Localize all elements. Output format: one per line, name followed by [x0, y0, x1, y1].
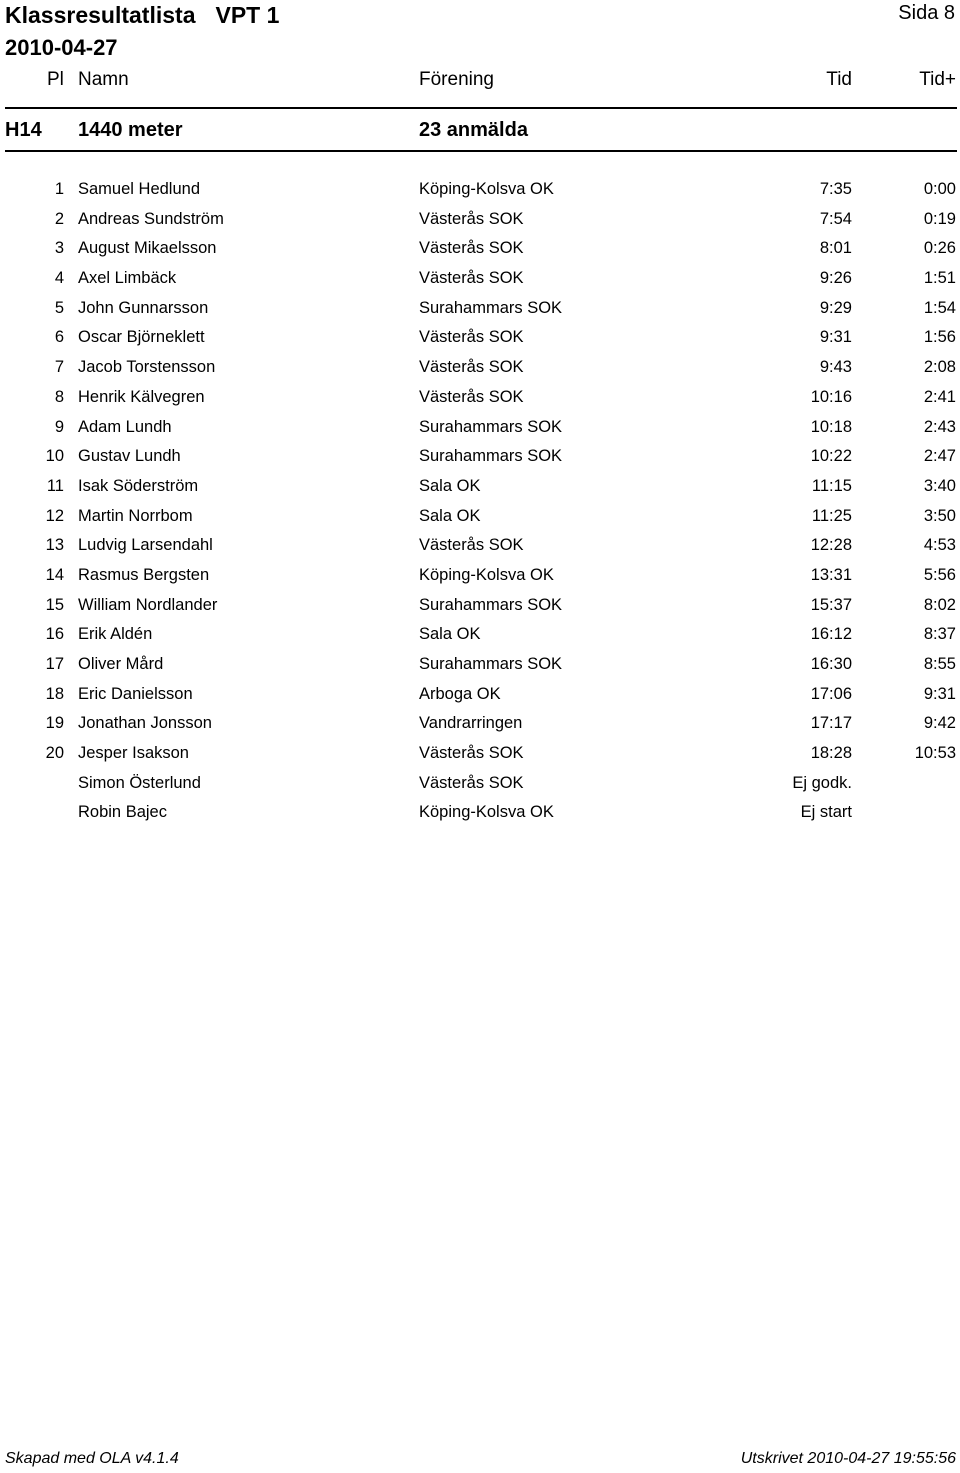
result-place: 5 [54, 298, 64, 317]
result-time: 10:22 [810, 447, 852, 466]
page-title [5, 0, 279, 30]
result-name: Jacob Torstensson [78, 358, 216, 377]
result-place: 10 [45, 447, 64, 466]
column-header-diff: Tid+ [919, 69, 956, 90]
result-club: Västerås SOK [419, 209, 524, 228]
result-place: 3 [54, 239, 64, 258]
result-club: Västerås SOK [419, 744, 524, 763]
result-club: Sala OK [419, 506, 481, 525]
result-place: 11 [46, 476, 64, 495]
result-name: Martin Norrbom [78, 506, 193, 525]
table-row [0, 651, 960, 681]
table-row [0, 592, 960, 622]
table-row [0, 414, 960, 444]
result-place: 9 [54, 417, 64, 436]
result-club: Västerås SOK [419, 328, 524, 347]
result-place: 4 [54, 269, 64, 288]
header-divider [5, 107, 957, 109]
result-club: Köping-Kolsva OK [419, 803, 554, 822]
result-name: Erik Aldén [78, 625, 153, 644]
result-name: Eric Danielsson [78, 684, 193, 703]
result-time: 17:06 [810, 684, 852, 703]
result-place: 16 [45, 625, 64, 644]
column-header-name: Namn [78, 69, 129, 90]
result-name: Ludvig Larsendahl [78, 536, 213, 555]
event-name: VPT 1 [215, 2, 280, 28]
result-time: 16:12 [810, 625, 852, 644]
result-club: Västerås SOK [419, 269, 524, 288]
result-club: Västerås SOK [419, 387, 524, 406]
table-row [0, 532, 960, 562]
result-time: Ej start [800, 803, 852, 822]
result-time-behind: 1:54 [923, 298, 956, 317]
result-time-behind: 2:47 [923, 447, 956, 466]
result-name: Henrik Kälvegren [78, 387, 205, 406]
table-row [0, 473, 960, 503]
result-time-behind: 8:37 [923, 625, 956, 644]
result-name: Isak Söderström [78, 476, 199, 495]
result-place: 6 [54, 328, 64, 347]
result-name: Jonathan Jonsson [78, 714, 212, 733]
result-club: Köping-Kolsva OK [419, 565, 554, 584]
table-row [0, 295, 960, 325]
result-time-behind: 4:53 [923, 536, 956, 555]
result-time: 10:18 [810, 417, 852, 436]
result-place: 17 [45, 655, 64, 673]
result-club: Västerås SOK [419, 773, 524, 792]
result-time: 17:17 [810, 714, 852, 733]
result-time: 7:54 [819, 209, 852, 228]
result-place: 19 [45, 714, 64, 733]
table-row [0, 770, 960, 800]
result-time: 9:31 [819, 328, 852, 347]
column-header-pl: Pl [47, 69, 64, 90]
result-place: 7 [54, 358, 64, 377]
result-club: Sala OK [419, 476, 481, 495]
result-name: Simon Österlund [78, 773, 201, 792]
result-time: 16:30 [810, 655, 852, 673]
result-time: 10:16 [810, 387, 852, 406]
table-row [0, 206, 960, 236]
result-club: Västerås SOK [419, 239, 524, 258]
result-time: Ej godk. [792, 773, 852, 792]
table-row [0, 710, 960, 740]
result-time: 11:25 [811, 506, 852, 525]
result-time-behind: 3:50 [923, 506, 956, 525]
class-distance: 1440 meter [78, 119, 183, 141]
result-time-behind: 9:42 [923, 714, 956, 733]
result-club: Surahammars SOK [419, 595, 563, 614]
result-time-behind: 5:56 [923, 565, 956, 584]
class-entries: 23 anmälda [419, 119, 528, 141]
result-time-behind: 1:51 [923, 269, 956, 288]
table-row [0, 176, 960, 206]
result-place: 18 [45, 684, 64, 703]
result-name: Jesper Isakson [78, 744, 189, 763]
result-club: Surahammars SOK [419, 417, 563, 436]
table-row [0, 503, 960, 533]
table-row [0, 235, 960, 265]
result-time: 12:28 [810, 536, 852, 555]
result-place: 14 [45, 565, 64, 584]
result-place: 13 [45, 536, 64, 555]
result-name: Rasmus Bergsten [78, 565, 210, 584]
table-row [0, 265, 960, 295]
result-time-behind: 0:26 [923, 239, 956, 258]
table-row [0, 799, 960, 829]
result-name: Gustav Lundh [78, 447, 181, 466]
result-name: Oscar Björneklett [78, 328, 205, 347]
result-time-behind: 0:19 [923, 209, 956, 228]
column-header-club: Förening [419, 69, 494, 90]
result-place: 8 [54, 387, 64, 406]
result-time: 7:35 [819, 180, 852, 198]
column-header-time: Tid [826, 69, 852, 90]
result-name: Adam Lundh [78, 417, 172, 436]
result-time-behind: 10:53 [914, 744, 956, 763]
result-club: Sala OK [419, 625, 481, 644]
result-name: Andreas Sundström [78, 209, 224, 228]
result-time-behind: 8:02 [923, 595, 956, 614]
result-name: August Mikaelsson [78, 239, 217, 258]
result-time: 18:28 [810, 744, 852, 763]
result-name: John Gunnarsson [78, 298, 209, 317]
result-club: Arboga OK [419, 684, 501, 703]
page-number: Sida 8 [898, 2, 955, 24]
table-row [0, 384, 960, 414]
result-time: 9:29 [819, 298, 852, 317]
list-title: Klassresultatlista [5, 2, 196, 28]
result-place: 12 [45, 506, 64, 525]
class-divider [5, 150, 957, 152]
result-time: 8:01 [819, 239, 852, 258]
result-place: 2 [54, 209, 64, 228]
result-club: Köping-Kolsva OK [419, 180, 554, 198]
class-name: H14 [5, 119, 42, 141]
result-name: Samuel Hedlund [78, 180, 200, 198]
result-club: Vandrarringen [419, 714, 523, 733]
result-name: William Nordlander [78, 595, 218, 614]
printed-timestamp: Utskrivet 2010-04-27 19:55:56 [740, 1450, 956, 1467]
result-club: Surahammars SOK [419, 447, 563, 466]
result-time-behind: 9:31 [923, 684, 956, 703]
table-row [0, 621, 960, 651]
result-time-behind: 2:08 [923, 358, 956, 377]
table-row [0, 324, 960, 354]
result-time-behind: 8:55 [923, 655, 956, 673]
result-time: 15:37 [810, 595, 852, 614]
table-row [0, 681, 960, 711]
event-date: 2010-04-27 [5, 35, 118, 60]
result-time-behind: 2:41 [923, 387, 956, 406]
table-row [0, 443, 960, 473]
result-time-behind: 1:56 [923, 328, 956, 347]
table-row [0, 740, 960, 770]
result-place: 15 [45, 595, 64, 614]
result-time-behind: 3:40 [923, 476, 956, 495]
result-time-behind: 0:00 [923, 180, 956, 198]
result-club: Västerås SOK [419, 358, 524, 377]
table-row [0, 354, 960, 384]
result-name: Robin Bajec [78, 803, 167, 822]
results-table [0, 176, 960, 829]
result-time: 9:43 [819, 358, 852, 377]
result-time: 11:15 [811, 476, 852, 495]
result-club: Surahammars SOK [419, 298, 563, 317]
created-with: Skapad med OLA v4.1.4 [5, 1450, 179, 1467]
result-time: 13:31 [810, 565, 852, 584]
result-club: Surahammars SOK [419, 655, 563, 673]
result-name: Oliver Mård [78, 655, 164, 673]
result-place: 20 [45, 744, 64, 763]
table-row [0, 562, 960, 592]
result-place: 1 [54, 180, 64, 198]
result-club: Västerås SOK [419, 536, 524, 555]
result-name: Axel Limbäck [78, 269, 177, 288]
result-time-behind: 2:43 [923, 417, 956, 436]
result-time: 9:26 [819, 269, 852, 288]
